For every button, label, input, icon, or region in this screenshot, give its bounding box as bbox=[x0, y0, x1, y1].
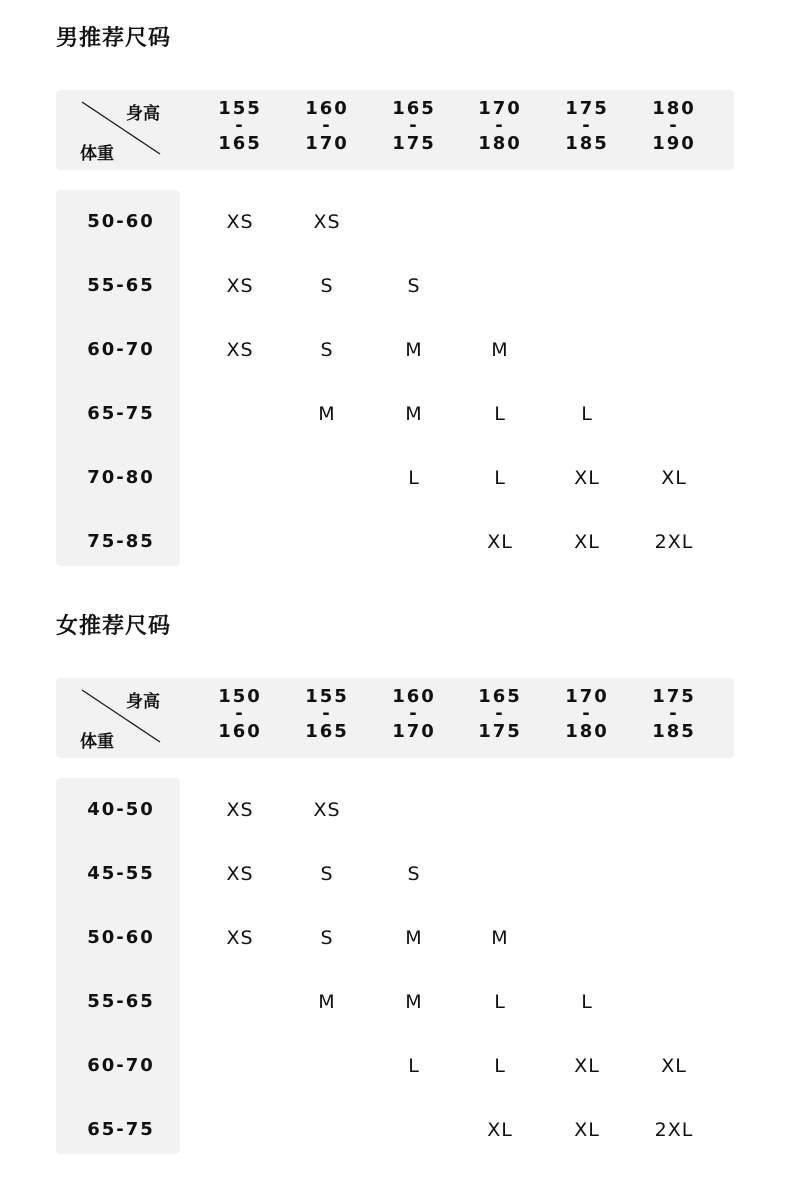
male-size-section bbox=[0, 0, 790, 588]
height-range-start: 165 bbox=[478, 686, 522, 707]
weight-axis-label: 体重 bbox=[80, 732, 114, 752]
size-cell: S bbox=[320, 275, 334, 297]
size-cell: M bbox=[491, 339, 509, 361]
size-cell: L bbox=[494, 991, 506, 1013]
size-cell: L bbox=[494, 467, 506, 489]
size-cell: XL bbox=[487, 1119, 513, 1141]
size-cell: S bbox=[407, 863, 421, 885]
height-range-separator: - bbox=[582, 115, 592, 136]
weight-range-label: 60-70 bbox=[87, 1055, 155, 1076]
height-range-start: 150 bbox=[218, 686, 262, 707]
height-axis-label: 身高 bbox=[126, 692, 160, 712]
size-cell: S bbox=[407, 275, 421, 297]
size-cell: L bbox=[408, 1055, 420, 1077]
height-range-cell bbox=[456, 98, 544, 154]
male-weight-column bbox=[56, 190, 180, 566]
size-cell: S bbox=[320, 927, 334, 949]
size-cell: L bbox=[581, 991, 593, 1013]
height-range-end: 185 bbox=[652, 721, 696, 742]
size-cell: M bbox=[405, 991, 423, 1013]
weight-range-label: 50-60 bbox=[87, 927, 155, 948]
height-range-end: 180 bbox=[478, 133, 522, 154]
height-range-cell bbox=[283, 686, 371, 742]
size-cell: XL bbox=[574, 1055, 600, 1077]
height-range-start: 155 bbox=[218, 98, 262, 119]
size-cell: XL bbox=[574, 531, 600, 553]
size-cell: XL bbox=[487, 531, 513, 553]
height-range-separator: - bbox=[409, 703, 419, 724]
female-size-section bbox=[0, 588, 790, 1176]
size-cell: XS bbox=[226, 275, 254, 297]
size-cell: XS bbox=[313, 799, 341, 821]
height-range-cell bbox=[630, 686, 718, 742]
height-range-cell bbox=[630, 98, 718, 154]
size-cell: M bbox=[405, 927, 423, 949]
size-cell: L bbox=[408, 467, 420, 489]
male-corner-cell bbox=[56, 90, 168, 170]
size-cell: L bbox=[494, 1055, 506, 1077]
height-range-separator: - bbox=[495, 703, 505, 724]
height-range-start: 155 bbox=[305, 686, 349, 707]
female-weight-column bbox=[56, 778, 180, 1154]
height-range-cell bbox=[543, 98, 631, 154]
weight-range-label: 60-70 bbox=[87, 339, 155, 360]
height-range-start: 180 bbox=[652, 98, 696, 119]
height-range-separator: - bbox=[669, 115, 679, 136]
weight-range-label: 40-50 bbox=[87, 799, 155, 820]
height-range-separator: - bbox=[669, 703, 679, 724]
weight-range-label: 50-60 bbox=[87, 211, 155, 232]
size-cell: XS bbox=[313, 211, 341, 233]
weight-range-label: 70-80 bbox=[87, 467, 155, 488]
height-range-separator: - bbox=[495, 115, 505, 136]
height-range-cell bbox=[456, 686, 544, 742]
height-range-separator: - bbox=[582, 703, 592, 724]
height-range-separator: - bbox=[409, 115, 419, 136]
height-range-separator: - bbox=[322, 115, 332, 136]
size-cell: M bbox=[405, 403, 423, 425]
height-range-end: 175 bbox=[392, 133, 436, 154]
height-range-end: 180 bbox=[565, 721, 609, 742]
weight-range-label: 65-75 bbox=[87, 403, 155, 424]
size-cell: M bbox=[318, 403, 336, 425]
height-range-cell bbox=[543, 686, 631, 742]
weight-range-label: 55-65 bbox=[87, 275, 155, 296]
size-cell: XS bbox=[226, 799, 254, 821]
height-range-start: 175 bbox=[652, 686, 696, 707]
height-range-end: 185 bbox=[565, 133, 609, 154]
height-range-start: 170 bbox=[565, 686, 609, 707]
size-cell: XL bbox=[574, 1119, 600, 1141]
height-range-cell bbox=[196, 98, 284, 154]
height-range-separator: - bbox=[235, 703, 245, 724]
height-range-end: 170 bbox=[392, 721, 436, 742]
weight-axis-label: 体重 bbox=[80, 144, 114, 164]
height-range-start: 165 bbox=[392, 98, 436, 119]
size-cell: XS bbox=[226, 863, 254, 885]
height-range-end: 165 bbox=[305, 721, 349, 742]
height-range-cell bbox=[196, 686, 284, 742]
size-cell: M bbox=[318, 991, 336, 1013]
weight-range-label: 45-55 bbox=[87, 863, 155, 884]
height-range-end: 175 bbox=[478, 721, 522, 742]
size-cell: XL bbox=[661, 1055, 687, 1077]
height-range-separator: - bbox=[235, 115, 245, 136]
height-range-cell bbox=[370, 98, 458, 154]
size-cell: M bbox=[405, 339, 423, 361]
height-range-start: 170 bbox=[478, 98, 522, 119]
size-cell: XL bbox=[661, 467, 687, 489]
female-corner-cell bbox=[56, 678, 168, 758]
height-range-end: 170 bbox=[305, 133, 349, 154]
height-range-end: 160 bbox=[218, 721, 262, 742]
height-range-start: 160 bbox=[392, 686, 436, 707]
size-cell: 2XL bbox=[654, 1119, 694, 1141]
height-range-separator: - bbox=[322, 703, 332, 724]
female-height-header bbox=[56, 678, 734, 758]
size-cell: 2XL bbox=[654, 531, 694, 553]
height-range-start: 160 bbox=[305, 98, 349, 119]
size-cell: XS bbox=[226, 927, 254, 949]
size-cell: M bbox=[491, 927, 509, 949]
height-axis-label: 身高 bbox=[126, 104, 160, 124]
size-cell: XL bbox=[574, 467, 600, 489]
size-cell: S bbox=[320, 863, 334, 885]
size-cell: XS bbox=[226, 339, 254, 361]
height-range-cell bbox=[370, 686, 458, 742]
height-range-end: 165 bbox=[218, 133, 262, 154]
size-cell: L bbox=[581, 403, 593, 425]
weight-range-label: 65-75 bbox=[87, 1119, 155, 1140]
size-cell: L bbox=[494, 403, 506, 425]
weight-range-label: 75-85 bbox=[87, 531, 155, 552]
male-height-header bbox=[56, 90, 734, 170]
height-range-end: 190 bbox=[652, 133, 696, 154]
female-size-title: 女推荐尺码 bbox=[56, 614, 172, 639]
weight-range-label: 55-65 bbox=[87, 991, 155, 1012]
height-range-start: 175 bbox=[565, 98, 609, 119]
size-cell: XS bbox=[226, 211, 254, 233]
height-range-cell bbox=[283, 98, 371, 154]
male-size-title: 男推荐尺码 bbox=[56, 26, 172, 51]
size-cell: S bbox=[320, 339, 334, 361]
